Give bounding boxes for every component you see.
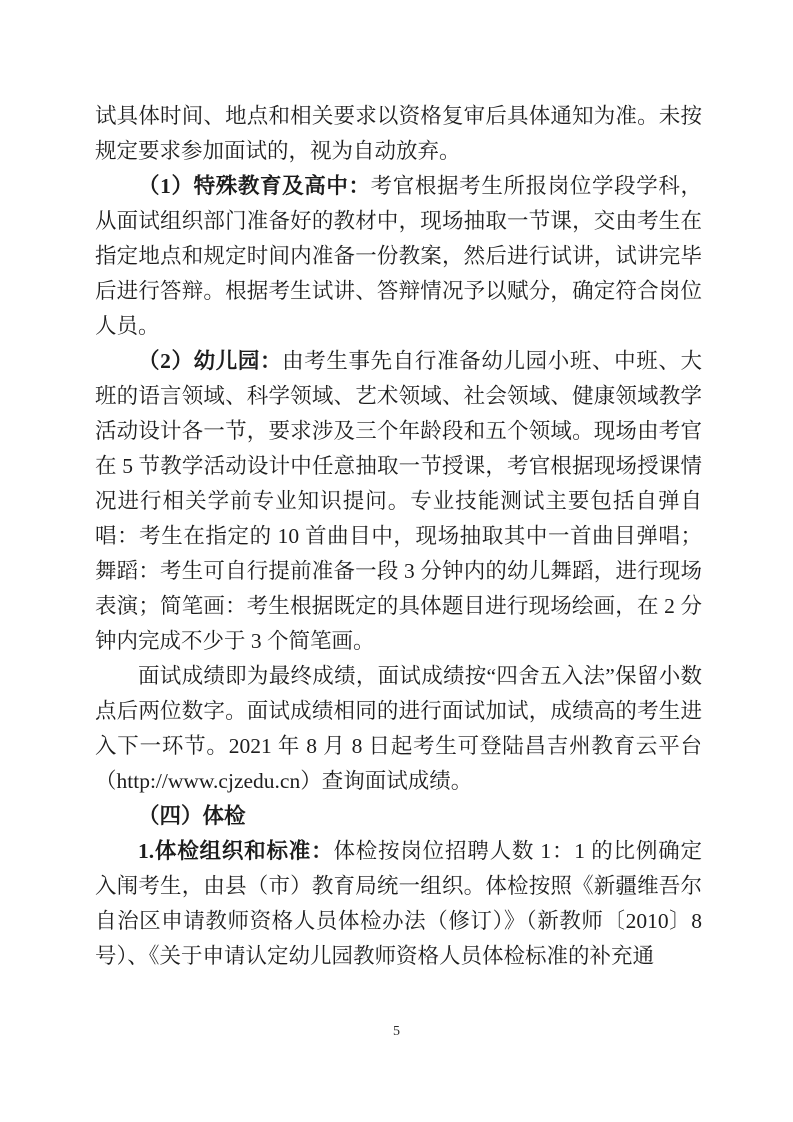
paragraph-text: 面试成绩即为最终成绩，面试成绩按“四舍五入法”保留小数点后两位数字。面试成绩相同的进行面试加试，成绩高的考生进入下一环节。2021 年 8 月 8 日起考生可登陆昌吉州教育云平台（http://www.cjzedu.cn）查询面试成绩。	[95, 664, 702, 793]
paragraph-text: 考官根据考生所报岗位学段学科，从面试组织部门准备好的教材中，现场抽取一节课，交由考生在指定地点和规定时间内准备一份教案，然后进行试讲，试讲完毕后进行答辩。根据考生试讲、答辩情况予以赋分，确定符合岗位人员。	[95, 174, 702, 338]
paragraph	[95, 834, 702, 974]
paragraph	[95, 799, 702, 834]
paragraph	[95, 169, 702, 344]
paragraph-text: 由考生事先自行准备幼儿园小班、中班、大班的语言领域、科学领域、艺术领域、社会领域、健康领域教学活动设计各一节，要求涉及三个年龄段和五个领域。现场由考官在 5 节教学活动设计中任意抽取一节授课，考官根据现场授课情况进行相关学前专业知识提问。专业技能测试主要包括自弹自唱：考生在指定的 10 首曲目中，现场抽取其中一首曲目弹唱；舞蹈：考生可自行提前准备一段 3 分钟内的幼儿舞蹈，进行现场表演；简笔画：考生根据既定的具体题目进行现场绘画，在 2 分钟内完成不少于 3 个简笔画。	[95, 349, 702, 653]
page-number: 5	[393, 1024, 400, 1039]
document-text-block	[95, 99, 702, 974]
paragraph	[95, 99, 702, 169]
paragraph-text: 体检按岗位招聘人数 1：1 的比例确定入闱考生，由县（市）教育局统一组织。体检按照《新疆维吾尔自治区申请教师资格人员体检办法（修订）》（新教师〔2010〕8 号）、《关于申请认定幼儿园教师资格人员体检标准的补充通	[95, 839, 702, 968]
paragraph-heading-text: （四）体检	[138, 804, 246, 828]
paragraph	[95, 344, 702, 659]
paragraph-heading-text: （2）幼儿园：	[138, 349, 283, 373]
paragraph	[95, 659, 702, 799]
paragraph-text: 试具体时间、地点和相关要求以资格复审后具体通知为准。未按规定要求参加面试的，视为自动放弃。	[95, 104, 702, 163]
paragraph-heading-text: 1.体检组织和标准：	[138, 839, 334, 863]
paragraph-heading-text: （1）特殊教育及高中：	[138, 174, 371, 198]
